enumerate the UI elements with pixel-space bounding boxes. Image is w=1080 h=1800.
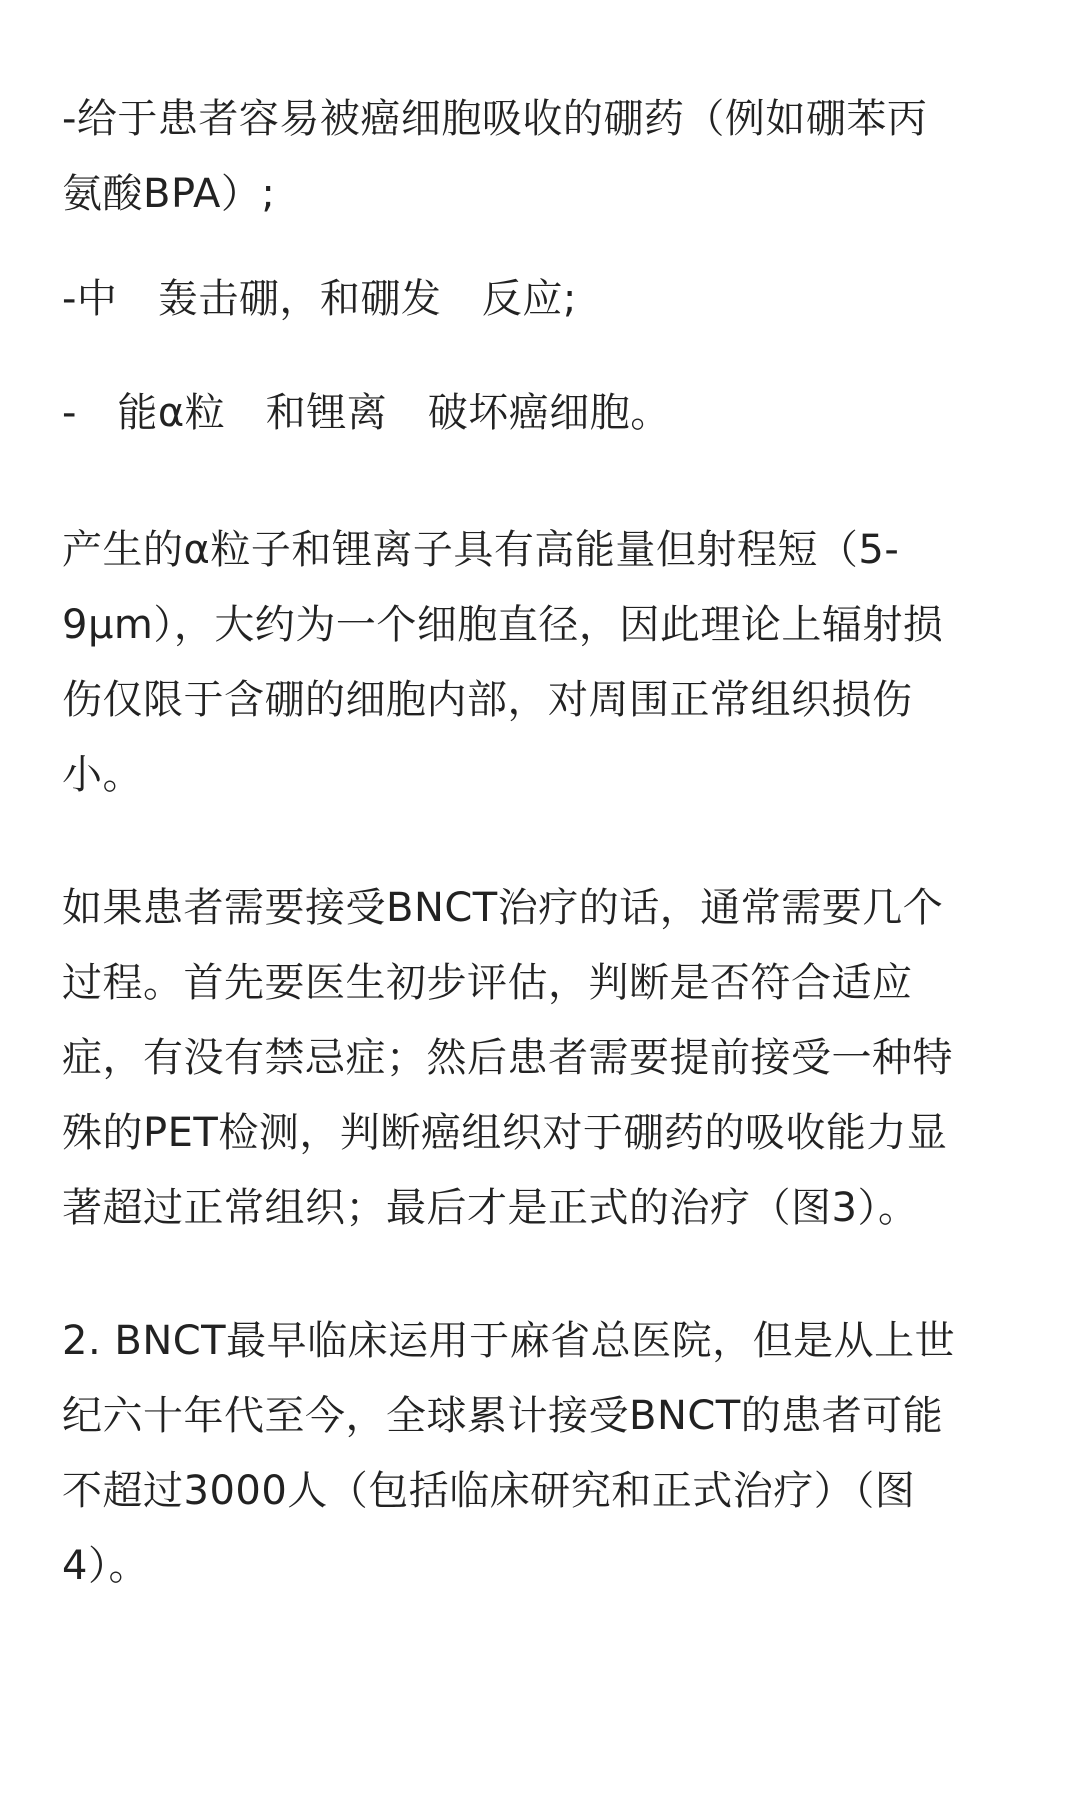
text-line: -中 轰击硼，和硼发 反应; <box>62 276 577 322</box>
text-line: 9μm），大约为一个细胞直径，因此理论上辐射损 <box>62 602 944 648</box>
text-line: 不超过3000人（包括临床研究和正式治疗）（图 <box>62 1468 916 1514</box>
text-line: - 能α粒 和锂离 破坏癌细胞。 <box>62 390 671 436</box>
bullet-neutron-bombard-boron <box>62 262 1018 337</box>
text-line: 过程。首先要医生初步评估，判断是否符合适应 <box>62 960 913 1006</box>
text-line: 2. BNCT最早临床运用于麻省总医院，但是从上世 <box>62 1318 956 1364</box>
text-line: 产生的α粒子和锂离子具有高能量但射程短（5- <box>62 527 900 573</box>
text-line: -给于患者容易被癌细胞吸收的硼药（例如硼苯丙 <box>62 96 928 142</box>
text-line: 殊的PET检测，判断癌组织对于硼药的吸收能力显 <box>62 1110 948 1156</box>
text-line: 伤仅限于含硼的细胞内部，对周围正常组织损伤 <box>62 677 913 723</box>
text-line: 小。 <box>62 752 143 798</box>
article-body <box>62 82 1018 1604</box>
paragraph-particle-range <box>62 513 1018 813</box>
text-line: 氨酸BPA）; <box>62 171 276 217</box>
text-line: 纪六十年代至今，全球累计接受BNCT的患者可能 <box>62 1393 944 1439</box>
text-line: 著超过正常组织；最后才是正式的治疗（图3）。 <box>62 1185 919 1231</box>
bullet-give-boron-drug <box>62 82 1018 232</box>
text-line: 症，有没有禁忌症；然后患者需要提前接受一种特 <box>62 1035 953 1081</box>
text-line: 4）。 <box>62 1543 149 1589</box>
paragraph-bnct-history <box>62 1304 1018 1604</box>
bullet-alpha-lithium-destroy <box>62 376 1018 451</box>
text-line: 如果患者需要接受BNCT治疗的话，通常需要几个 <box>62 885 944 931</box>
paragraph-treatment-process <box>62 871 1018 1246</box>
